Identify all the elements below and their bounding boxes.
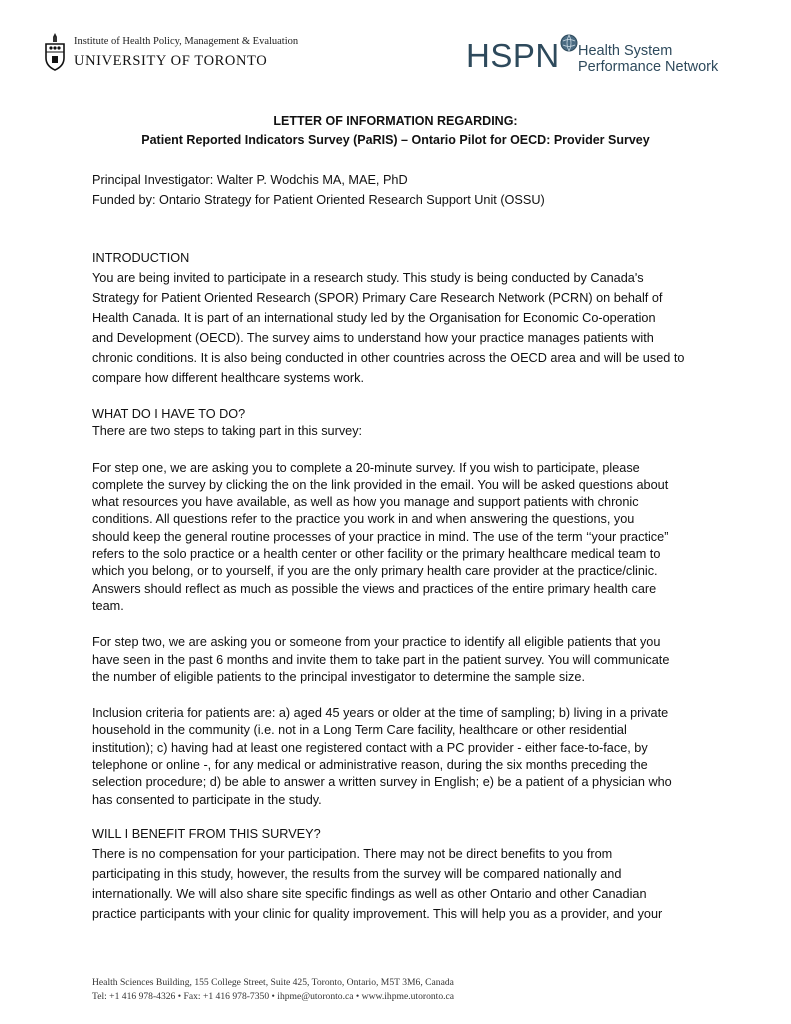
- paragraph-line: There are two steps to taking part in this survey:: [92, 424, 363, 439]
- introduction-section: [92, 248, 712, 388]
- institute-name: Institute of Health Policy, Management & Evaluation: [74, 36, 299, 47]
- paragraph-line: complete the survey by clicking the on the link provided in the email. You will be asked questions about: [92, 477, 669, 492]
- paragraph-line: conditions. All questions refer to the practice you work in and when answering the questions, you: [92, 512, 635, 527]
- footer-address: Health Sciences Building, 155 College Street, Suite 425, Toronto, Ontario, M5T 3M6, Canada: [92, 977, 454, 988]
- hspn-logo: [466, 34, 746, 84]
- paragraph-line: You are being invited to participate in a research study. This study is being conducted by Canada's: [92, 271, 644, 285]
- paragraph-line: Inclusion criteria for patients are: a) aged 45 years or older at the time of sampling; b) living in a private: [92, 706, 669, 721]
- document-title: [60, 112, 731, 150]
- paragraph-line: have seen in the past 6 months and invite them to take part in the patient survey. You will communicate: [92, 652, 670, 667]
- paragraph-line: compare how different healthcare systems work.: [92, 371, 364, 385]
- inclusion-criteria-paragraph: [92, 705, 712, 809]
- paragraph-line: telephone or online -, for any medical or administrative reason, during the six months preceding the: [92, 758, 648, 773]
- globe-icon: [560, 34, 578, 52]
- paragraph-line: household in the community (i.e. not in a Long Term Care facility, healthcare or other residential: [92, 723, 627, 738]
- paragraph-line: and Development (OECD). The survey aims to understand how your practice manages patients with: [92, 331, 654, 345]
- paragraph-line: chronic conditions. It is also being conducted in other countries across the OECD area and will be used to: [92, 351, 685, 365]
- paragraph-line: refers to the solo practice or a health center or other facility or the primary healthcare medical team to: [92, 547, 661, 562]
- section-heading: WHAT DO I HAVE TO DO?: [92, 407, 246, 421]
- paragraph-line: team.: [92, 598, 124, 613]
- title-line-1: LETTER OF INFORMATION REGARDING:: [273, 114, 518, 128]
- university-crest-icon: [44, 32, 66, 72]
- paragraph-line: Answers should reflect as much as possible the views and practices of the entire primary health care: [92, 581, 657, 596]
- benefit-section: [92, 824, 712, 924]
- paragraph-line: institution); c) having had at least one registered contact with a PC provider - either face-to-face, by: [92, 740, 648, 755]
- funding-source: Funded by: Ontario Strategy for Patient Oriented Research Support Unit (OSSU): [92, 193, 545, 207]
- paragraph-line: participating in this study, however, the results from the survey will be compared nationally and: [92, 867, 622, 881]
- paragraph-line: practice participants with your clinic for quality improvement. This will help you as a provider, and your: [92, 907, 663, 921]
- hspn-wordmark: HSPN: [466, 37, 560, 74]
- paragraph-line: Health Canada. It is part of an international study led by the Organisation for Economic Co-operation: [92, 311, 656, 325]
- hspn-name-line2: Performance Network: [578, 59, 719, 75]
- what-to-do-section: [92, 406, 712, 809]
- university-name: UNIVERSITY OF TORONTO: [74, 53, 268, 69]
- paragraph-line: which you belong, or to yourself, if you are the only primary health care provider at the practice/clinic.: [92, 564, 658, 579]
- paragraph-line: Strategy for Patient Oriented Research (SPOR) Primary Care Research Network (PCRN) on behalf of: [92, 291, 663, 305]
- step-one-paragraph: [92, 460, 712, 616]
- page-footer: [92, 976, 712, 1004]
- step-two-paragraph: [92, 634, 712, 686]
- paragraph-line: There is no compensation for your participation. There may not be direct benefits to you from: [92, 847, 613, 861]
- paragraph-line: internationally. We will also share site specific findings as well as other Ontario and other Canadian: [92, 887, 647, 901]
- paragraph-line: has consented to participate in the study.: [92, 792, 322, 807]
- paragraph-line: For step two, we are asking you or someone from your practice to identify all eligible patients that you: [92, 635, 661, 650]
- footer-contact: Tel: +1 416 978-4326 • Fax: +1 416 978-7350 • ihpme@utoronto.ca • www.ihpme.utoronto.ca: [92, 991, 455, 1002]
- uoft-logo: [44, 30, 299, 80]
- section-heading: INTRODUCTION: [92, 251, 190, 265]
- hspn-name-line1: Health System: [578, 43, 673, 59]
- paragraph-line: selection procedure; d) be able to answer a written survey in English; e) be a patient of a physician who: [92, 775, 672, 790]
- title-line-2: Patient Reported Indicators Survey (PaRIS) – Ontario Pilot for OECD: Provider Survey: [141, 133, 650, 147]
- principal-investigator: Principal Investigator: Walter P. Wodchis MA, MAE, PhD: [92, 173, 408, 187]
- paragraph-line: the number of eligible patients to the principal investigator to determine the sample size.: [92, 669, 585, 684]
- study-meta: [92, 170, 712, 210]
- paragraph-line: should keep the general routine processes of your practice in mind. The use of the term ‘‘your practice”: [92, 529, 669, 544]
- paragraph-line: For step one, we are asking you to complete a 20-minute survey. If you wish to participate, please: [92, 460, 640, 475]
- paragraph-line: what resources you have available, as well as how you manage and support patients with chronic: [92, 495, 639, 510]
- section-heading: WILL I BENEFIT FROM THIS SURVEY?: [92, 827, 321, 841]
